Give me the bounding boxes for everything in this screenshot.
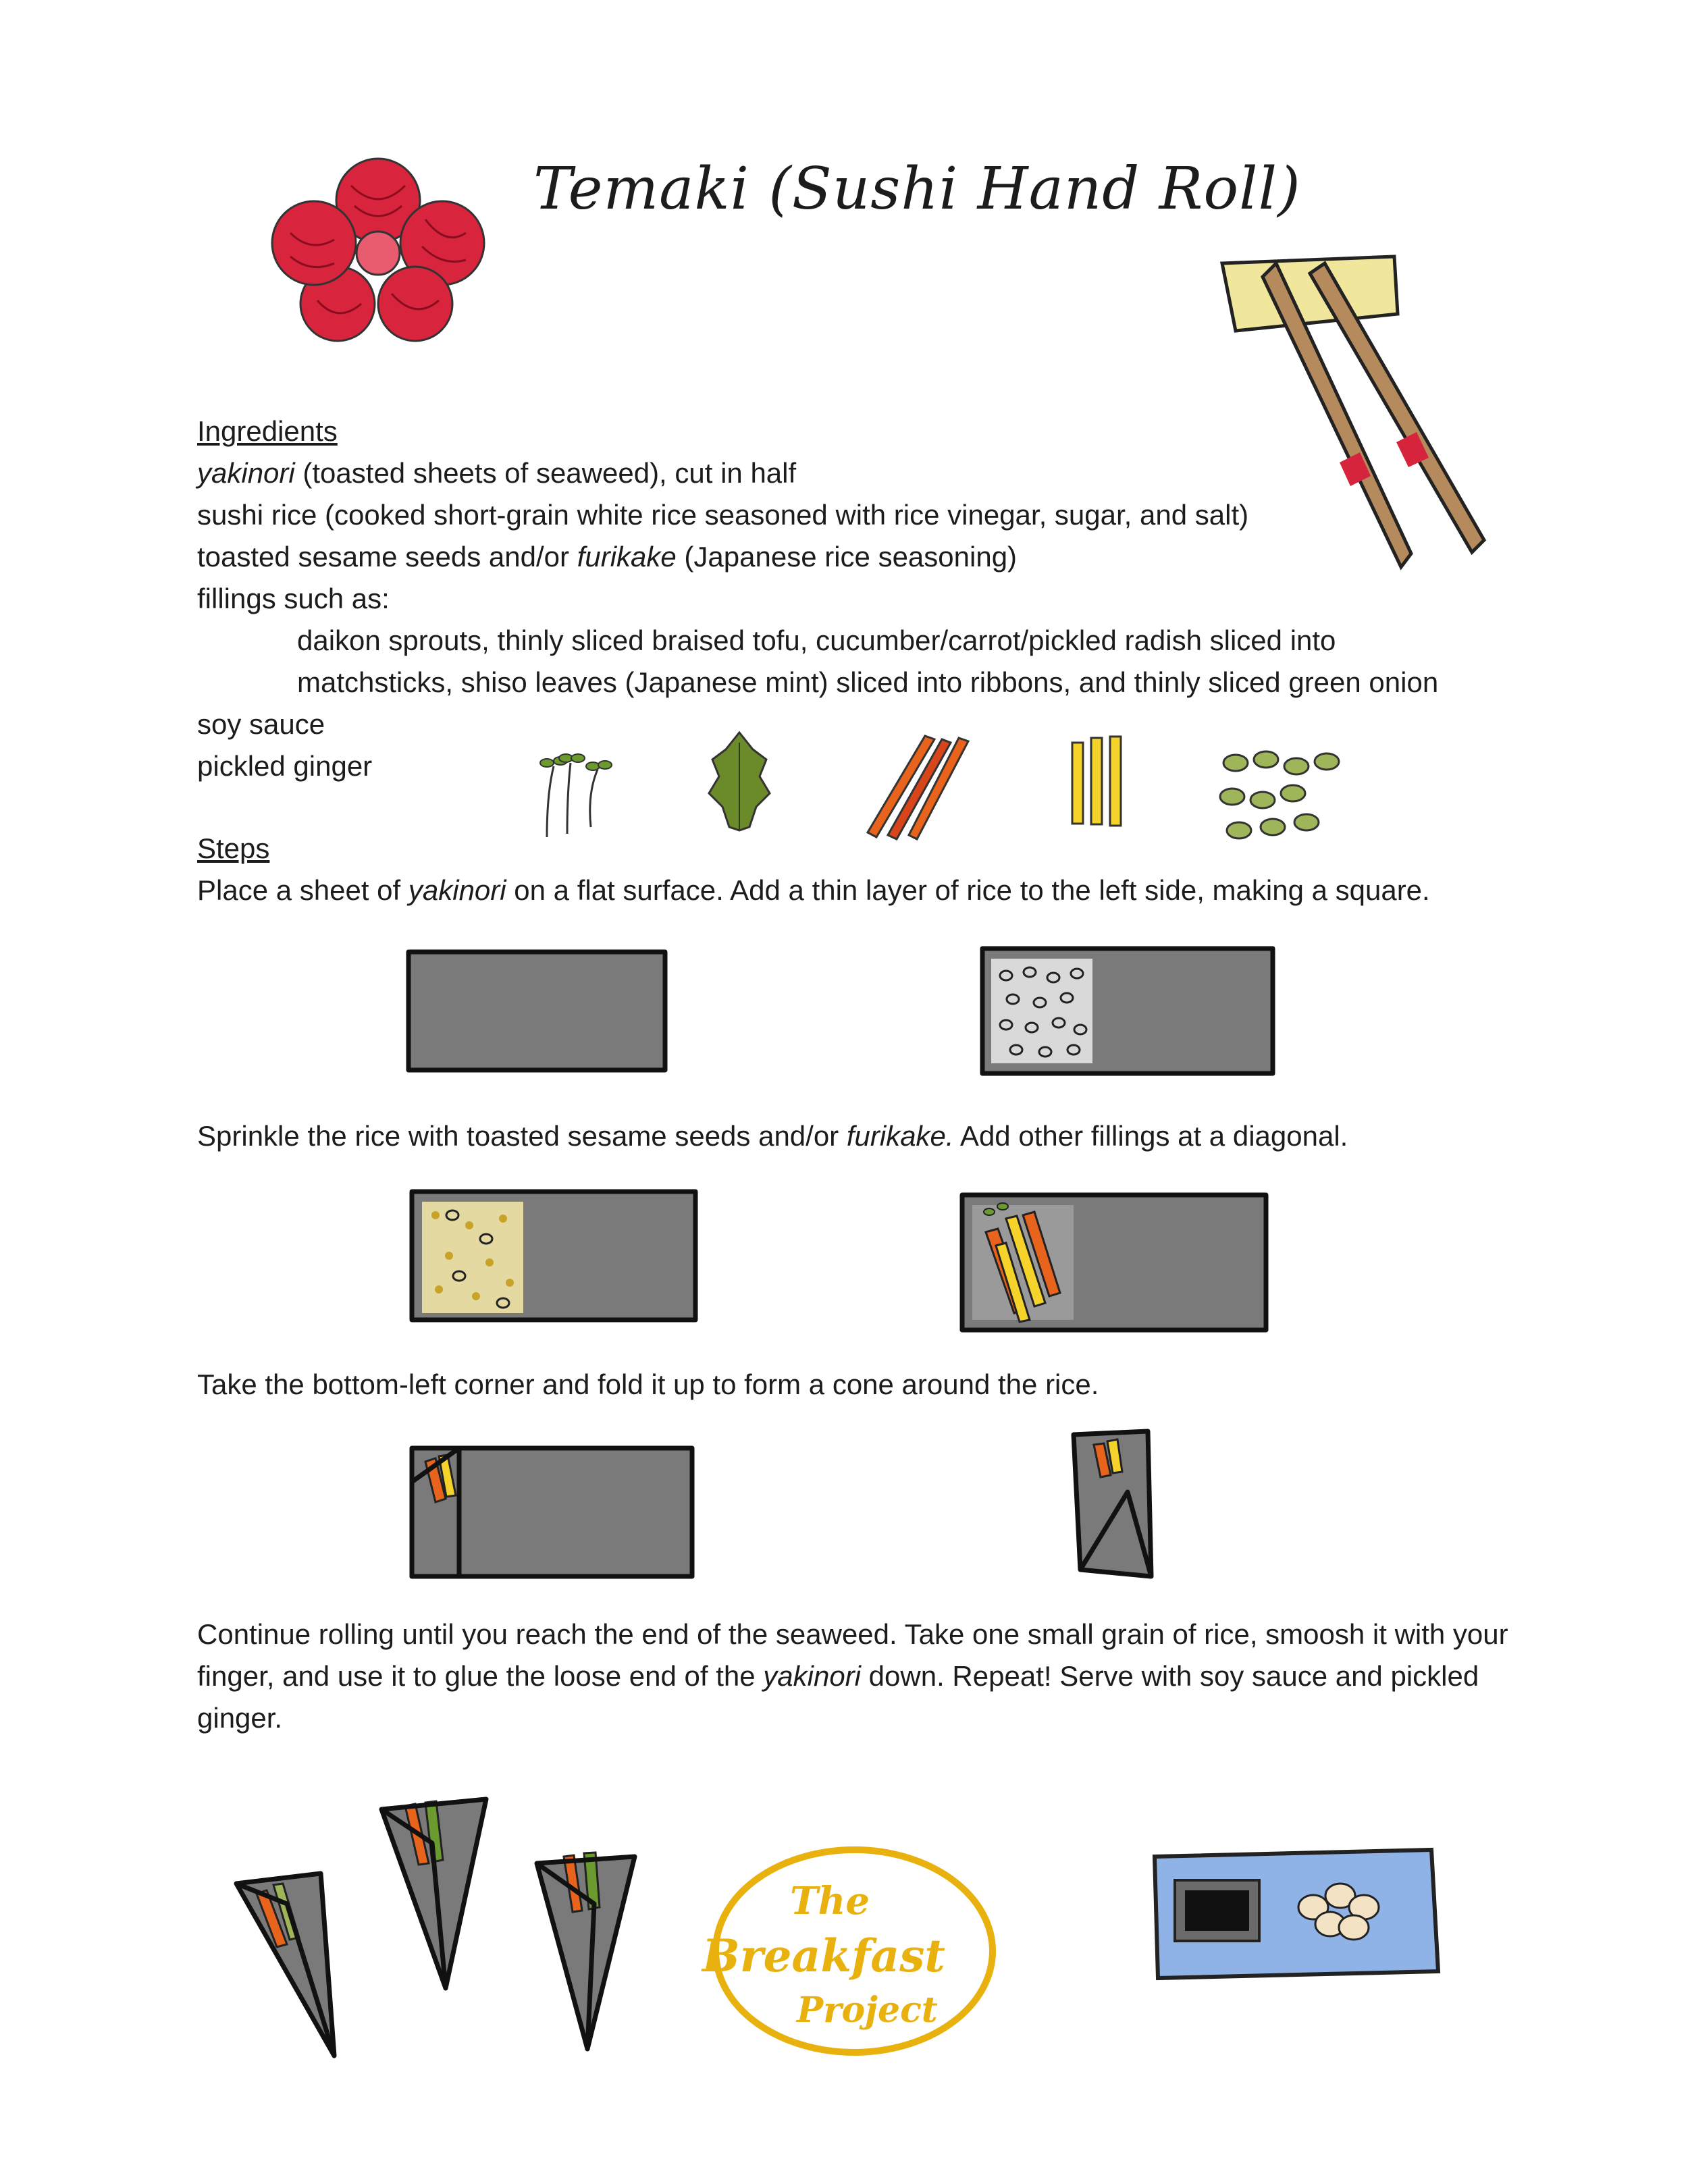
ingredient-yakinori-text: (toasted sheets of seaweed), cut in half <box>294 457 797 489</box>
shiso-leaf-icon <box>702 729 776 837</box>
logo-line-1: The <box>790 1879 870 1923</box>
nori-sheet-icon <box>405 949 668 1073</box>
ingredient-yakinori-italic: yakinori <box>197 457 295 489</box>
logo-line-2: Breakfast <box>702 1929 945 1982</box>
step-2-text <box>197 1115 1348 1157</box>
hand-roll-icon <box>233 1863 348 2059</box>
nori-sheet-with-rice-icon <box>979 945 1276 1077</box>
cone-in-progress-icon <box>1067 1424 1161 1593</box>
nori-folded-icon <box>408 1441 699 1583</box>
step-2-pre: Sprinkle the rice with toasted sesame seeds and/or <box>197 1120 847 1152</box>
flower-icon <box>270 159 486 334</box>
ingredient-pickled-ginger: pickled ginger <box>197 750 373 782</box>
ingredient-sesame-text: toasted sesame seeds and/or <box>197 541 577 572</box>
step-2-post: Add other fillings at a diagonal. <box>953 1120 1348 1152</box>
hand-roll-icon <box>533 1830 641 2052</box>
step-3-text: Take the bottom-left corner and fold it up to form a cone around the rice. <box>197 1368 1099 1400</box>
fillings-list-line1: daikon sprouts, thinly sliced braised tofu, cucumber/carrot/pickled radish sliced into <box>297 624 1336 656</box>
steps-heading: Steps <box>197 832 270 864</box>
ingredient-sesame <box>197 536 1017 578</box>
nori-with-fillings-icon <box>959 1192 1269 1333</box>
fillings-list-line2: matchsticks, shiso leaves (Japanese mint) sliced into ribbons, and thinly sliced green onion <box>297 666 1439 698</box>
ingredient-sesame-italic: furikake <box>577 541 677 572</box>
page-title: Temaki (Sushi Hand Roll) <box>533 155 1301 223</box>
ingredient-sushi-rice: sushi rice (cooked short-grain white rice seasoned with rice vinegar, sugar, and salt) <box>197 499 1249 531</box>
ingredient-fillings-label: fillings such as: <box>197 583 390 614</box>
nori-with-seasoned-rice-icon <box>408 1188 699 1323</box>
ingredient-soy-sauce: soy sauce <box>197 708 325 740</box>
radish-sticks-icon <box>1067 733 1128 834</box>
hand-roll-icon <box>378 1782 493 1992</box>
step-2-italic: furikake. <box>846 1120 954 1152</box>
soy-sauce-dish-icon <box>1148 1843 1445 1985</box>
step-1-pre: Place a sheet of <box>197 874 408 906</box>
step-1-post: on a flat surface. Add a thin layer of rice to the left side, making a square. <box>506 874 1430 906</box>
breakfast-project-logo <box>675 1843 999 2066</box>
step-4-post: down. Repeat! Serve with soy sauce and pickled ginger. <box>197 1660 1479 1734</box>
chopsticks-icon <box>1209 243 1506 581</box>
ingredient-yakinori <box>197 452 796 494</box>
ingredients-heading: Ingredients <box>197 415 338 447</box>
carrot-sticks-icon <box>864 733 979 841</box>
green-onion-icon <box>1215 743 1350 851</box>
step-1-text <box>197 870 1430 911</box>
sprouts-icon <box>533 739 614 841</box>
ingredient-sesame-post: (Japanese rice seasoning) <box>676 541 1018 572</box>
step-4-text <box>197 1614 1548 1739</box>
step-4-italic: yakinori <box>763 1660 862 1692</box>
step-1-italic: yakinori <box>408 874 506 906</box>
logo-line-3: Project <box>797 1990 938 2031</box>
step-4-pre: Continue rolling until you reach the end of the seaweed. Take one small grain of rice, smoosh it with your finger, and use it to glue the loose end of the <box>197 1618 1508 1692</box>
